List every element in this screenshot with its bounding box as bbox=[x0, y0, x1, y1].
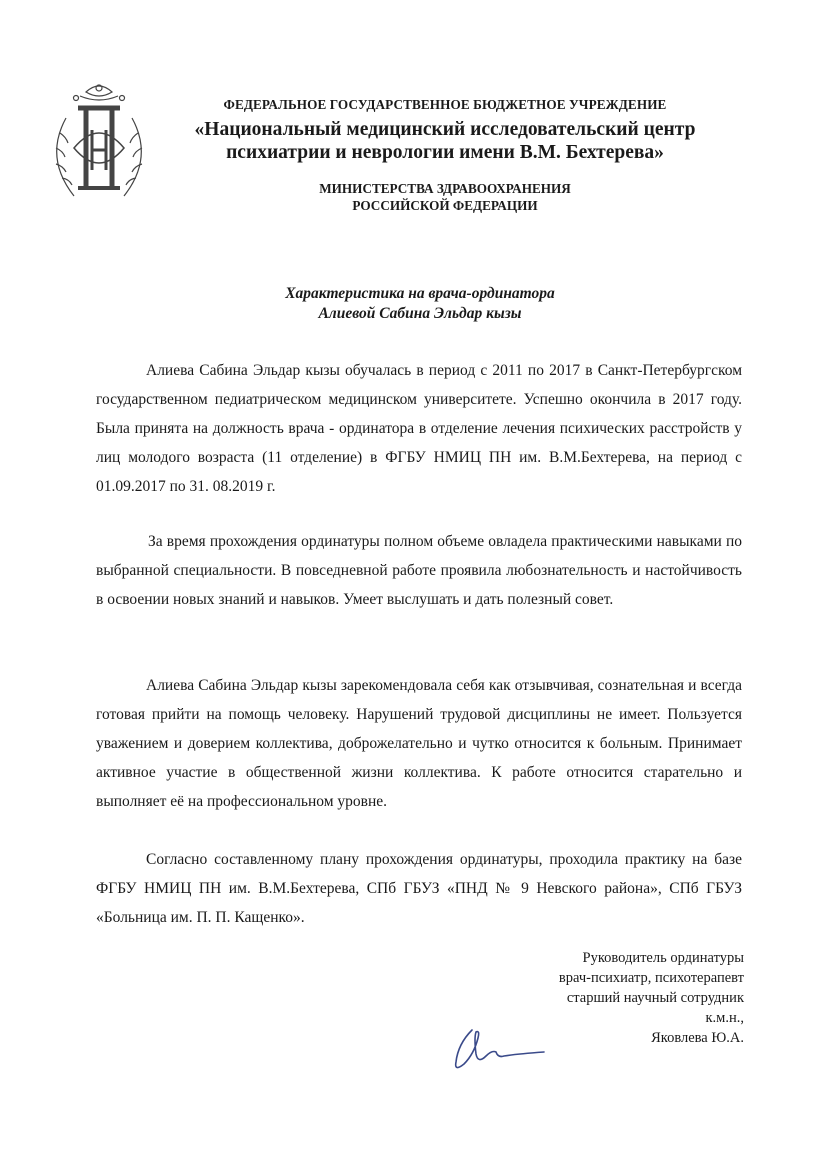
ministry bbox=[170, 180, 720, 214]
signer-role: врач-психиатр, психотерапевт bbox=[558, 970, 744, 986]
institution-name-line1: «Национальный медицинский исследовательский центр bbox=[194, 119, 696, 140]
institution-name-line2: психиатрии и неврологии имени В.М. Бехтерева» bbox=[226, 142, 664, 163]
paragraph-skills: За время прохождения ординатуры полном объеме овладела практическими навыками по выбранной специальности. В повседневной работе проявила любознательность и настойчивость в освоении новых знаний и навыков. Умеет выслушать и дать полезный совет. bbox=[96, 533, 742, 608]
institution-type: ФЕДЕРАЛЬНОЕ ГОСУДАРСТВЕННОЕ БЮДЖЕТНОЕ УЧРЕЖДЕНИЕ bbox=[223, 97, 667, 112]
signer-rank: старший научный сотрудник bbox=[566, 990, 744, 1006]
signature-block bbox=[559, 948, 744, 1048]
signer-name: Яковлева Ю.А. bbox=[651, 1030, 744, 1046]
document-title-line2: Алиевой Сабина Эльдар кызы bbox=[318, 305, 522, 322]
ministry-line1: МИНИСТЕРСТВА ЗДРАВООХРАНЕНИЯ bbox=[319, 181, 571, 196]
paragraph-practice: Согласно составленному плану прохождения ординатуры, проходила практику на базе ФГБУ НМИЦ ПН им. В.М.Бехтерева, СПб ГБУЗ «ПНД № 9 Невского района», СПб ГБУЗ «Больница им. П. П. Кащенко». bbox=[96, 851, 742, 926]
institution-name bbox=[170, 118, 720, 164]
paragraph-education: Алиева Сабина Эльдар кызы обучалась в период с 2011 по 2017 в Санкт-Петербургском государственном педиатрическом медицинском университете. Успешно окончила в 2017 году. Была принята на должность врача - ординатора в отделение лечения психических расстройств у лиц молодого возраста (11 отделение) в ФГБУ НМИЦ ПН им. В.М.Бехтерева, на период с 01.09.2017 по 31. 08.2019 г. bbox=[96, 362, 742, 495]
handwritten-signature bbox=[450, 1020, 560, 1075]
document-title-line1: Характеристика на врача-ординатора bbox=[285, 285, 555, 302]
paragraph-character: Алиева Сабина Эльдар кызы зарекомендовала себя как отзывчивая, сознательная и всегда готовая прийти на помощь человеку. Нарушений трудовой дисциплины не имеет. Пользуется уважением и доверием коллектива, доброжелательно и чутко относится к больным. Принимает активное участие в общественной жизни коллектива. К работе относится старательно и выполняет её на профессиональном уровне. bbox=[96, 677, 742, 810]
institution-logo bbox=[36, 78, 162, 208]
ministry-line2: РОССИЙСКОЙ ФЕДЕРАЦИИ bbox=[352, 198, 538, 213]
document-title bbox=[100, 284, 740, 324]
signer-degree: к.м.н., bbox=[705, 1010, 744, 1026]
signer-position: Руководитель ординатуры bbox=[582, 950, 744, 966]
